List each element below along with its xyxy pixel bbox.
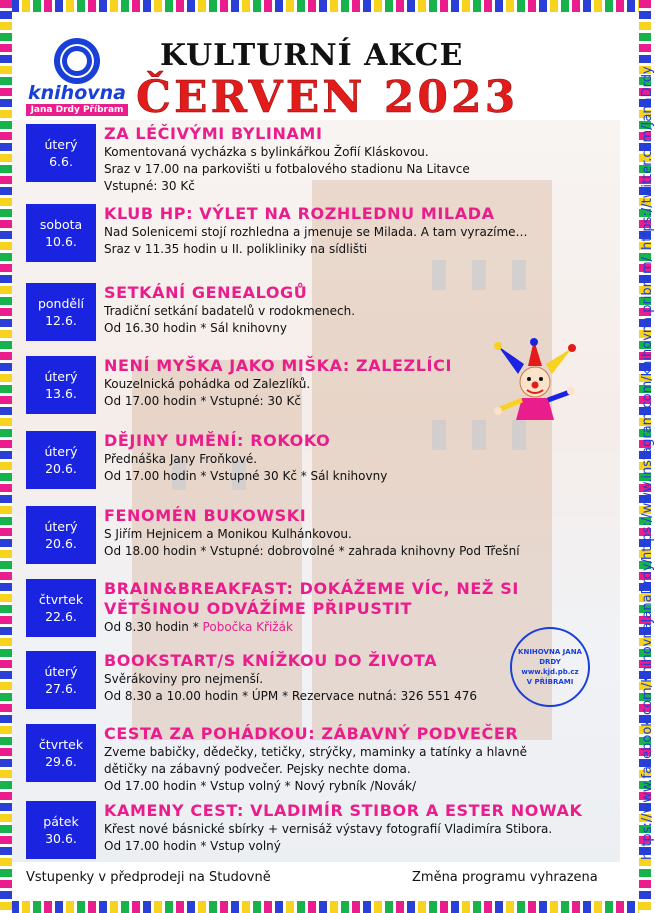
social-links	[622, 40, 655, 870]
event-date-box	[26, 204, 96, 262]
event-text: Kouzelnická pohádka od Zalezlíků.	[104, 377, 311, 391]
jester-illustration-icon	[488, 340, 580, 422]
event-day: pondělí	[37, 296, 85, 311]
event-title: ZA LÉČIVÝMI BYLINAMI	[104, 124, 323, 143]
facebook-link[interactable]: https://www.facebook.com/KnihovnaJanaDrdy/	[640, 558, 655, 860]
flower-logo-icon	[54, 38, 100, 84]
library-stamp	[510, 627, 590, 707]
event-title: NENÍ MYŠKA JAKO MIŠKA: ZALEZLÍCI	[104, 356, 453, 375]
poster-month: ČERVEN 2023	[136, 72, 519, 123]
event-text: Sraz v 17.00 na parkovišti u fotbalového stadionu Na Litavce	[104, 162, 470, 176]
poster-title: KULTURNÍ AKCE	[160, 38, 464, 73]
left-border	[0, 0, 12, 913]
event-date-box	[26, 283, 96, 341]
event-day: pátek	[43, 814, 79, 829]
event-venue: Pobočka Křižák	[202, 620, 293, 634]
event-text: Tradiční setkání badatelů v rodokmenech.	[104, 304, 356, 318]
event-text: Od 17.00 hodin * Vstup volný * Nový rybník /Novák/	[104, 779, 416, 793]
event-title: FENOMÉN BUKOWSKI	[104, 506, 307, 525]
event-date: 22.6.	[45, 609, 77, 624]
logo-subtitle: Jana Drdy Příbram	[26, 104, 128, 116]
event-title: SETKÁNÍ GENEALOGŮ	[104, 283, 308, 302]
twitter-link[interactable]: https://twitter.com/JanaDrdy	[640, 66, 655, 250]
event-day: úterý	[44, 519, 78, 534]
event-text: S Jiřím Hejnicem a Monikou Kulhánkovou.	[104, 527, 352, 541]
event-date-box	[26, 579, 96, 637]
event-day: čtvrtek	[38, 592, 84, 607]
event-date: 27.6.	[45, 681, 77, 696]
event-title: CESTA ZA POHÁDKOU: ZÁBAVNÝ PODVEČER	[104, 724, 519, 743]
event-text: Sraz v 11.35 hodin u II. polikliniky na sídlišti	[104, 242, 368, 256]
stamp-url: www.kjd.pb.cz	[521, 668, 579, 676]
event-title: BOOKSTART/S KNÍŽKOU DO ŽIVOTA	[104, 651, 438, 670]
event-title: KAMENY CEST: VLADIMÍR STIBOR A ESTER NOWAK	[104, 801, 583, 820]
event-title: DĚJINY UMĚNÍ: ROKOKO	[104, 431, 331, 450]
event-day: úterý	[44, 369, 78, 384]
footer-tickets: Vstupenky v předprodeji na Studovně	[26, 870, 271, 885]
event-text: Zveme babičky, dědečky, tetičky, strýčky, maminky a tatínky a hlavně	[104, 745, 527, 759]
event-title: KLUB HP: VÝLET NA ROZHLEDNU MILADA	[104, 204, 495, 223]
event-date: 6.6.	[49, 154, 73, 169]
stamp-name: KNIHOVNA JANA DRDY	[518, 648, 582, 666]
event-day: úterý	[44, 137, 78, 152]
event-date: 29.6.	[45, 754, 77, 769]
event-date-box	[26, 506, 96, 564]
event-date: 13.6.	[45, 386, 77, 401]
stamp-city: V PŘÍBRAMI	[526, 678, 574, 686]
event-text: Svěrákoviny pro nejmenší.	[104, 672, 264, 686]
event-day: čtvrtek	[38, 737, 84, 752]
top-border	[0, 0, 651, 12]
event-text: Od 16.30 hodin * Sál knihovny	[104, 321, 287, 335]
bottom-border	[0, 901, 651, 913]
event-date-box	[26, 356, 96, 414]
event-date: 30.6.	[45, 831, 77, 846]
library-logo[interactable]	[26, 38, 128, 116]
event-text: Od 18.00 hodin * Vstupné: dobrovolné * zahrada knihovny Pod Třešní	[104, 544, 520, 558]
event-text: Od 17.00 hodin * Vstup volný	[104, 839, 281, 853]
event-date: 20.6.	[45, 536, 77, 551]
event-text: dětičky na zábavný podvečer. Pejsky nechte doma.	[104, 762, 411, 776]
event-date-box	[26, 651, 96, 709]
event-text: Nad Solenicemi stojí rozhledna a jmenuje se Milada. A tam vyrazíme…	[104, 225, 528, 239]
event-title: BRAIN&BREAKFAST: DOKÁŽEME VÍC, NEŽ SI	[104, 579, 519, 598]
instagram-link[interactable]: https://www.instagram.com/knihovna.pribram/	[640, 256, 655, 560]
event-text: Od 8.30 a 10.00 hodin * ÚPM * Rezervace nutná: 326 551 476	[104, 689, 478, 703]
event-day: sobota	[39, 217, 83, 232]
logo-name: knihovna	[28, 82, 126, 104]
footer-change-notice: Změna programu vyhrazena	[412, 870, 598, 885]
event-day: úterý	[44, 444, 78, 459]
event-date-box	[26, 801, 96, 859]
event-date-box	[26, 124, 96, 182]
event-text: Od 17.00 hodin * Vstupné 30 Kč * Sál knihovny	[104, 469, 388, 483]
event-text: Vstupné: 30 Kč	[104, 179, 195, 193]
event-time: Od 8.30 hodin *	[104, 620, 203, 634]
event-text: Od 17.00 hodin * Vstupné: 30 Kč	[104, 394, 301, 408]
event-text: Přednáška Jany Froňkové.	[104, 452, 258, 466]
event-text: Křest nové básnické sbírky + vernisáž výstavy fotografií Vladimíra Stibora.	[104, 822, 553, 836]
event-date-box	[26, 431, 96, 489]
event-date: 12.6.	[45, 313, 77, 328]
event-date: 20.6.	[45, 461, 77, 476]
event-date-box	[26, 724, 96, 782]
event-text: Komentovaná vycházka s bylinkářkou Žofií Kláskovou.	[104, 145, 429, 159]
event-title-continued: VĚTŠINOU ODVÁŽÍME PŘIPUSTIT	[104, 599, 413, 618]
event-day: úterý	[44, 664, 78, 679]
event-date: 10.6.	[45, 234, 77, 249]
